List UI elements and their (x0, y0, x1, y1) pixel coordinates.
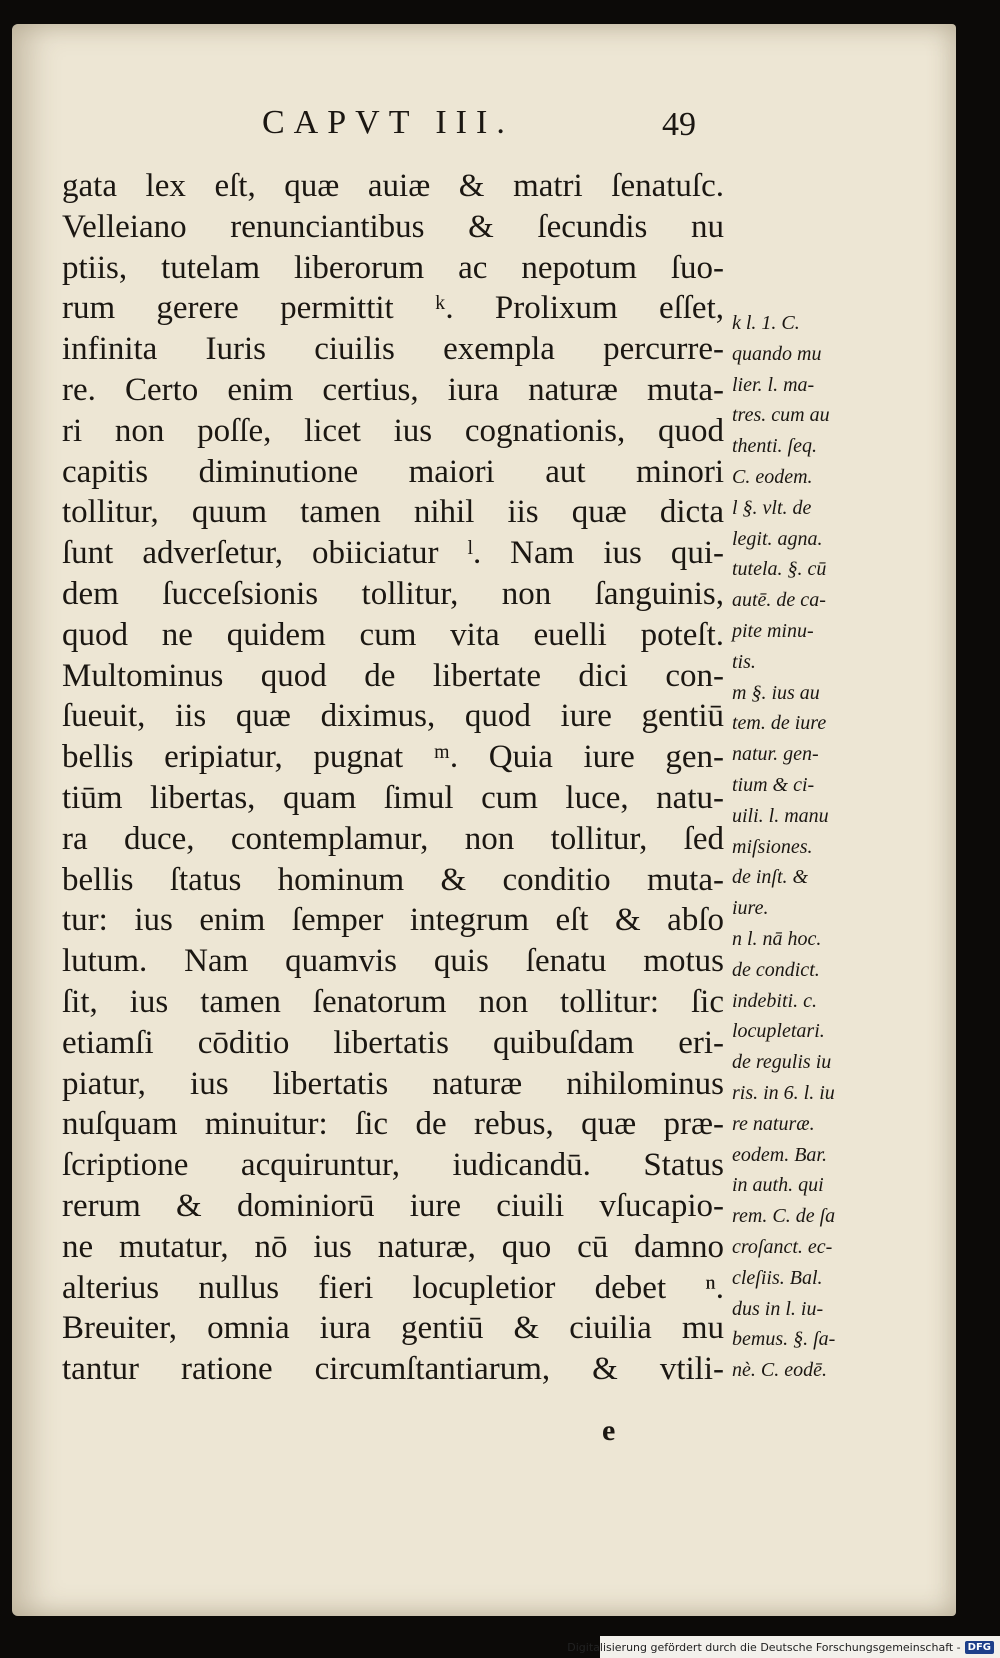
page-number: 49 (662, 106, 696, 143)
margin-note-line: tres. cum au (732, 404, 830, 427)
body-line: tiūm libertas, quam ſimul cum luce, natu- (62, 779, 724, 816)
margin-note-line: tium & ci- (732, 773, 815, 796)
margin-note-line: indebiti. c. (732, 989, 817, 1012)
margin-note-line: dus in l. iu- (732, 1297, 824, 1320)
body-line: ſit, ius tamen ſenatorum non tollitur: ſic (62, 983, 724, 1020)
body-line: tur: ius enim ſemper integrum eſt & abſo (62, 902, 724, 939)
body-line: nuſquam minuitur: ſic de rebus, quæ præ- (62, 1106, 724, 1143)
body-line: infinita Iuris ciuilis exempla percurre- (62, 331, 724, 368)
body-line: gata lex eſt, quæ auiæ & matri ſenatuſc. (62, 168, 724, 204)
body-line: ſcriptione acquiruntur, iudicandū. Status (62, 1147, 724, 1184)
margin-note-line: cleſiis. Bal. (732, 1266, 823, 1289)
margin-note-line: thenti. ſeq. (732, 435, 817, 458)
margin-note-line: locupletari. (732, 1020, 825, 1043)
margin-note-line: ris. in 6. l. iu (732, 1081, 835, 1104)
margin-note-line: C. eodem. (732, 465, 813, 488)
margin-note-line: natur. gen- (732, 743, 819, 766)
body-line: bellis eripiatur, pugnat ᵐ. Quia iure gen- (62, 739, 724, 776)
digitization-footer (567, 1636, 1000, 1658)
body-line: tollitur, quum tamen nihil iis quæ dicta (62, 494, 724, 531)
body-line: lutum. Nam quamvis quis ſenatu motus (62, 943, 724, 980)
margin-note-line: n l. nā hoc. (732, 927, 822, 950)
body-line: Velleiano renunciantibus & ſecundis nu (62, 208, 724, 245)
margin-note-line: de regulis iu (732, 1051, 832, 1074)
margin-note-line: m §. ius au (732, 681, 820, 704)
body-line: Multominus quod de libertate dici con- (62, 657, 724, 694)
body-line: ſunt adverſetur, obiiciatur ˡ. Nam ius qui- (62, 535, 724, 572)
running-head: CAPVT III. (262, 104, 514, 141)
margin-note-line: miſsiones. (732, 835, 813, 858)
margin-note-line: bemus. §. ſa- (732, 1328, 836, 1351)
margin-note-line: eodem. Bar. (732, 1143, 827, 1166)
body-line: etiamſi cōditio libertatis quibuſdam eri- (62, 1024, 724, 1061)
body-line: alterius nullus fieri locupletior debet ⁿ. (62, 1269, 724, 1306)
margin-note-line: rem. C. de ſa (732, 1205, 836, 1228)
margin-note-line: legit. agna. (732, 527, 823, 550)
margin-note-line: iure. (732, 897, 769, 920)
body-line: ſueuit, iis quæ diximus, quod iure gentiū (62, 698, 724, 735)
margin-note-line: lier. l. ma- (732, 373, 815, 396)
body-line: capitis diminutione maiori aut minori (62, 453, 724, 490)
margin-note-line: l §. vlt. de (732, 496, 812, 519)
dfg-logo[interactable]: DFG (965, 1641, 994, 1654)
margin-note-line: re naturæ. (732, 1112, 815, 1135)
main-text-block (62, 166, 724, 1390)
body-line: tantur ratione circumſtantiarum, & vtili- (62, 1351, 724, 1388)
body-line: re. Certo enim certius, iura naturæ muta- (62, 371, 724, 408)
margin-note-line: tis. (732, 650, 756, 673)
margin-note-line: autē. de ca- (732, 589, 826, 612)
margin-note-line: de inſt. & (732, 866, 809, 889)
margin-note-line: croſanct. ec- (732, 1235, 833, 1258)
body-line: quod ne quidem cum vita euelli poteſt. (62, 616, 724, 653)
body-line: dem ſucceſsionis tollitur, non ſanguinis, (62, 575, 724, 612)
margin-note-line: de condict. (732, 958, 820, 981)
catchword: e (602, 1414, 616, 1447)
margin-note-line: tem. de iure (732, 712, 827, 735)
margin-note-line: quando mu (732, 342, 822, 365)
page-sheet (12, 24, 956, 1616)
footer-credit: Digitalisierung gefördert durch die Deutsche Forschungsgemeinschaft - (567, 1640, 961, 1654)
body-line: Breuiter, omnia iura gentiū & ciuilia mu (62, 1310, 724, 1347)
body-line: bellis ſtatus hominum & conditio muta- (62, 861, 724, 898)
body-line: rerum & dominiorū iure ciuili vſucapio- (62, 1187, 724, 1224)
margin-notes (732, 308, 872, 1386)
margin-note-line: tutela. §. cū (732, 558, 827, 581)
body-line: rum gerere permittit ᵏ. Prolixum eſſet, (62, 290, 724, 327)
margin-note-line: in auth. qui (732, 1174, 824, 1197)
margin-note-line: pite minu- (732, 619, 814, 642)
body-line: piatur, ius libertatis naturæ nihilominus (62, 1065, 724, 1102)
body-line: ri non poſſe, licet ius cognationis, quod (62, 412, 724, 449)
margin-note-line: nè. C. eodē. (732, 1359, 827, 1382)
margin-note-line: k l. 1. C. (732, 312, 800, 334)
margin-note-line: uili. l. manu (732, 804, 829, 827)
body-line: ra duce, contemplamur, non tollitur, ſed (62, 820, 724, 857)
body-line: ptiis, tutelam liberorum ac nepotum ſuo- (62, 249, 724, 286)
body-line: ne mutatur, nō ius naturæ, quo cū damno (62, 1228, 724, 1265)
